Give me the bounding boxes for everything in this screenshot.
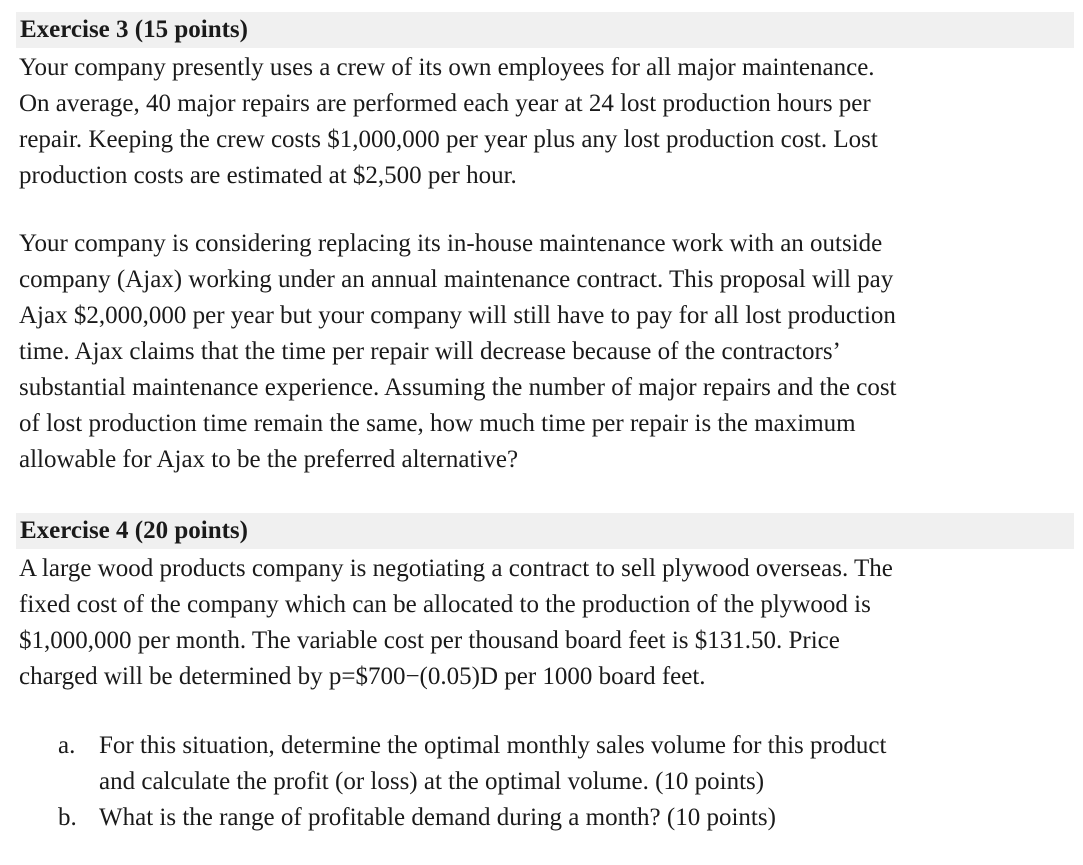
list-item-body	[99, 800, 776, 836]
paragraph-line: A large wood products company is negotiating a contract to sell plywood overseas. The	[19, 555, 893, 582]
exercise-3-paragraph-2	[19, 226, 1079, 478]
exercise-3-heading-bar	[16, 12, 1074, 48]
exercise-4-paragraph-1	[19, 551, 1079, 695]
exercise-4-heading-bar	[16, 513, 1074, 549]
paragraph-line: $1,000,000 per month. The variable cost per thousand board feet is $131.50. Price	[19, 627, 840, 654]
paragraph-line: Ajax $2,000,000 per year but your company will still have to pay for all lost production	[19, 302, 896, 329]
paragraph-line: Your company is considering replacing its in-house maintenance work with an outside	[19, 230, 883, 257]
paragraph-line: allowable for Ajax to be the preferred alternative?	[19, 446, 519, 473]
list-item-body	[99, 728, 886, 800]
paragraph-line: of lost production time remain the same, how much time per repair is the maximum	[19, 410, 856, 437]
list-item-line: and calculate the profit (or loss) at the optimal volume. (10 points)	[99, 768, 765, 795]
paragraph-line: substantial maintenance experience. Assuming the number of major repairs and the cost	[19, 374, 897, 401]
list-marker: b.	[58, 804, 77, 831]
paragraph-line: On average, 40 major repairs are performed each year at 24 lost production hours per	[19, 90, 871, 117]
paragraph-line: repair. Keeping the crew costs $1,000,000 per year plus any lost production cost. Lost	[19, 126, 878, 153]
paragraph-line: production costs are estimated at $2,500 per hour.	[19, 162, 517, 189]
paragraph-line: time. Ajax claims that the time per repair will decrease because of the contractors’	[19, 338, 841, 365]
exercise-4-heading: Exercise 4 (20 points)	[20, 517, 248, 544]
paragraph-line: charged will be determined by p=$700−(0.05)D per 1000 board feet.	[19, 663, 706, 690]
exercise-3-heading: Exercise 3 (15 points)	[20, 16, 248, 43]
list-item-line: What is the range of profitable demand during a month? (10 points)	[99, 804, 776, 831]
list-item-line: For this situation, determine the optimal monthly sales volume for this product	[99, 732, 887, 759]
list-marker: a.	[58, 732, 76, 759]
paragraph-line: company (Ajax) working under an annual maintenance contract. This proposal will pay	[19, 266, 894, 293]
paragraph-line: Your company presently uses a crew of its own employees for all major maintenance.	[19, 54, 875, 81]
exercise-3-paragraph-1	[19, 50, 1079, 194]
paragraph-line: fixed cost of the company which can be allocated to the production of the plywood is	[19, 591, 871, 618]
